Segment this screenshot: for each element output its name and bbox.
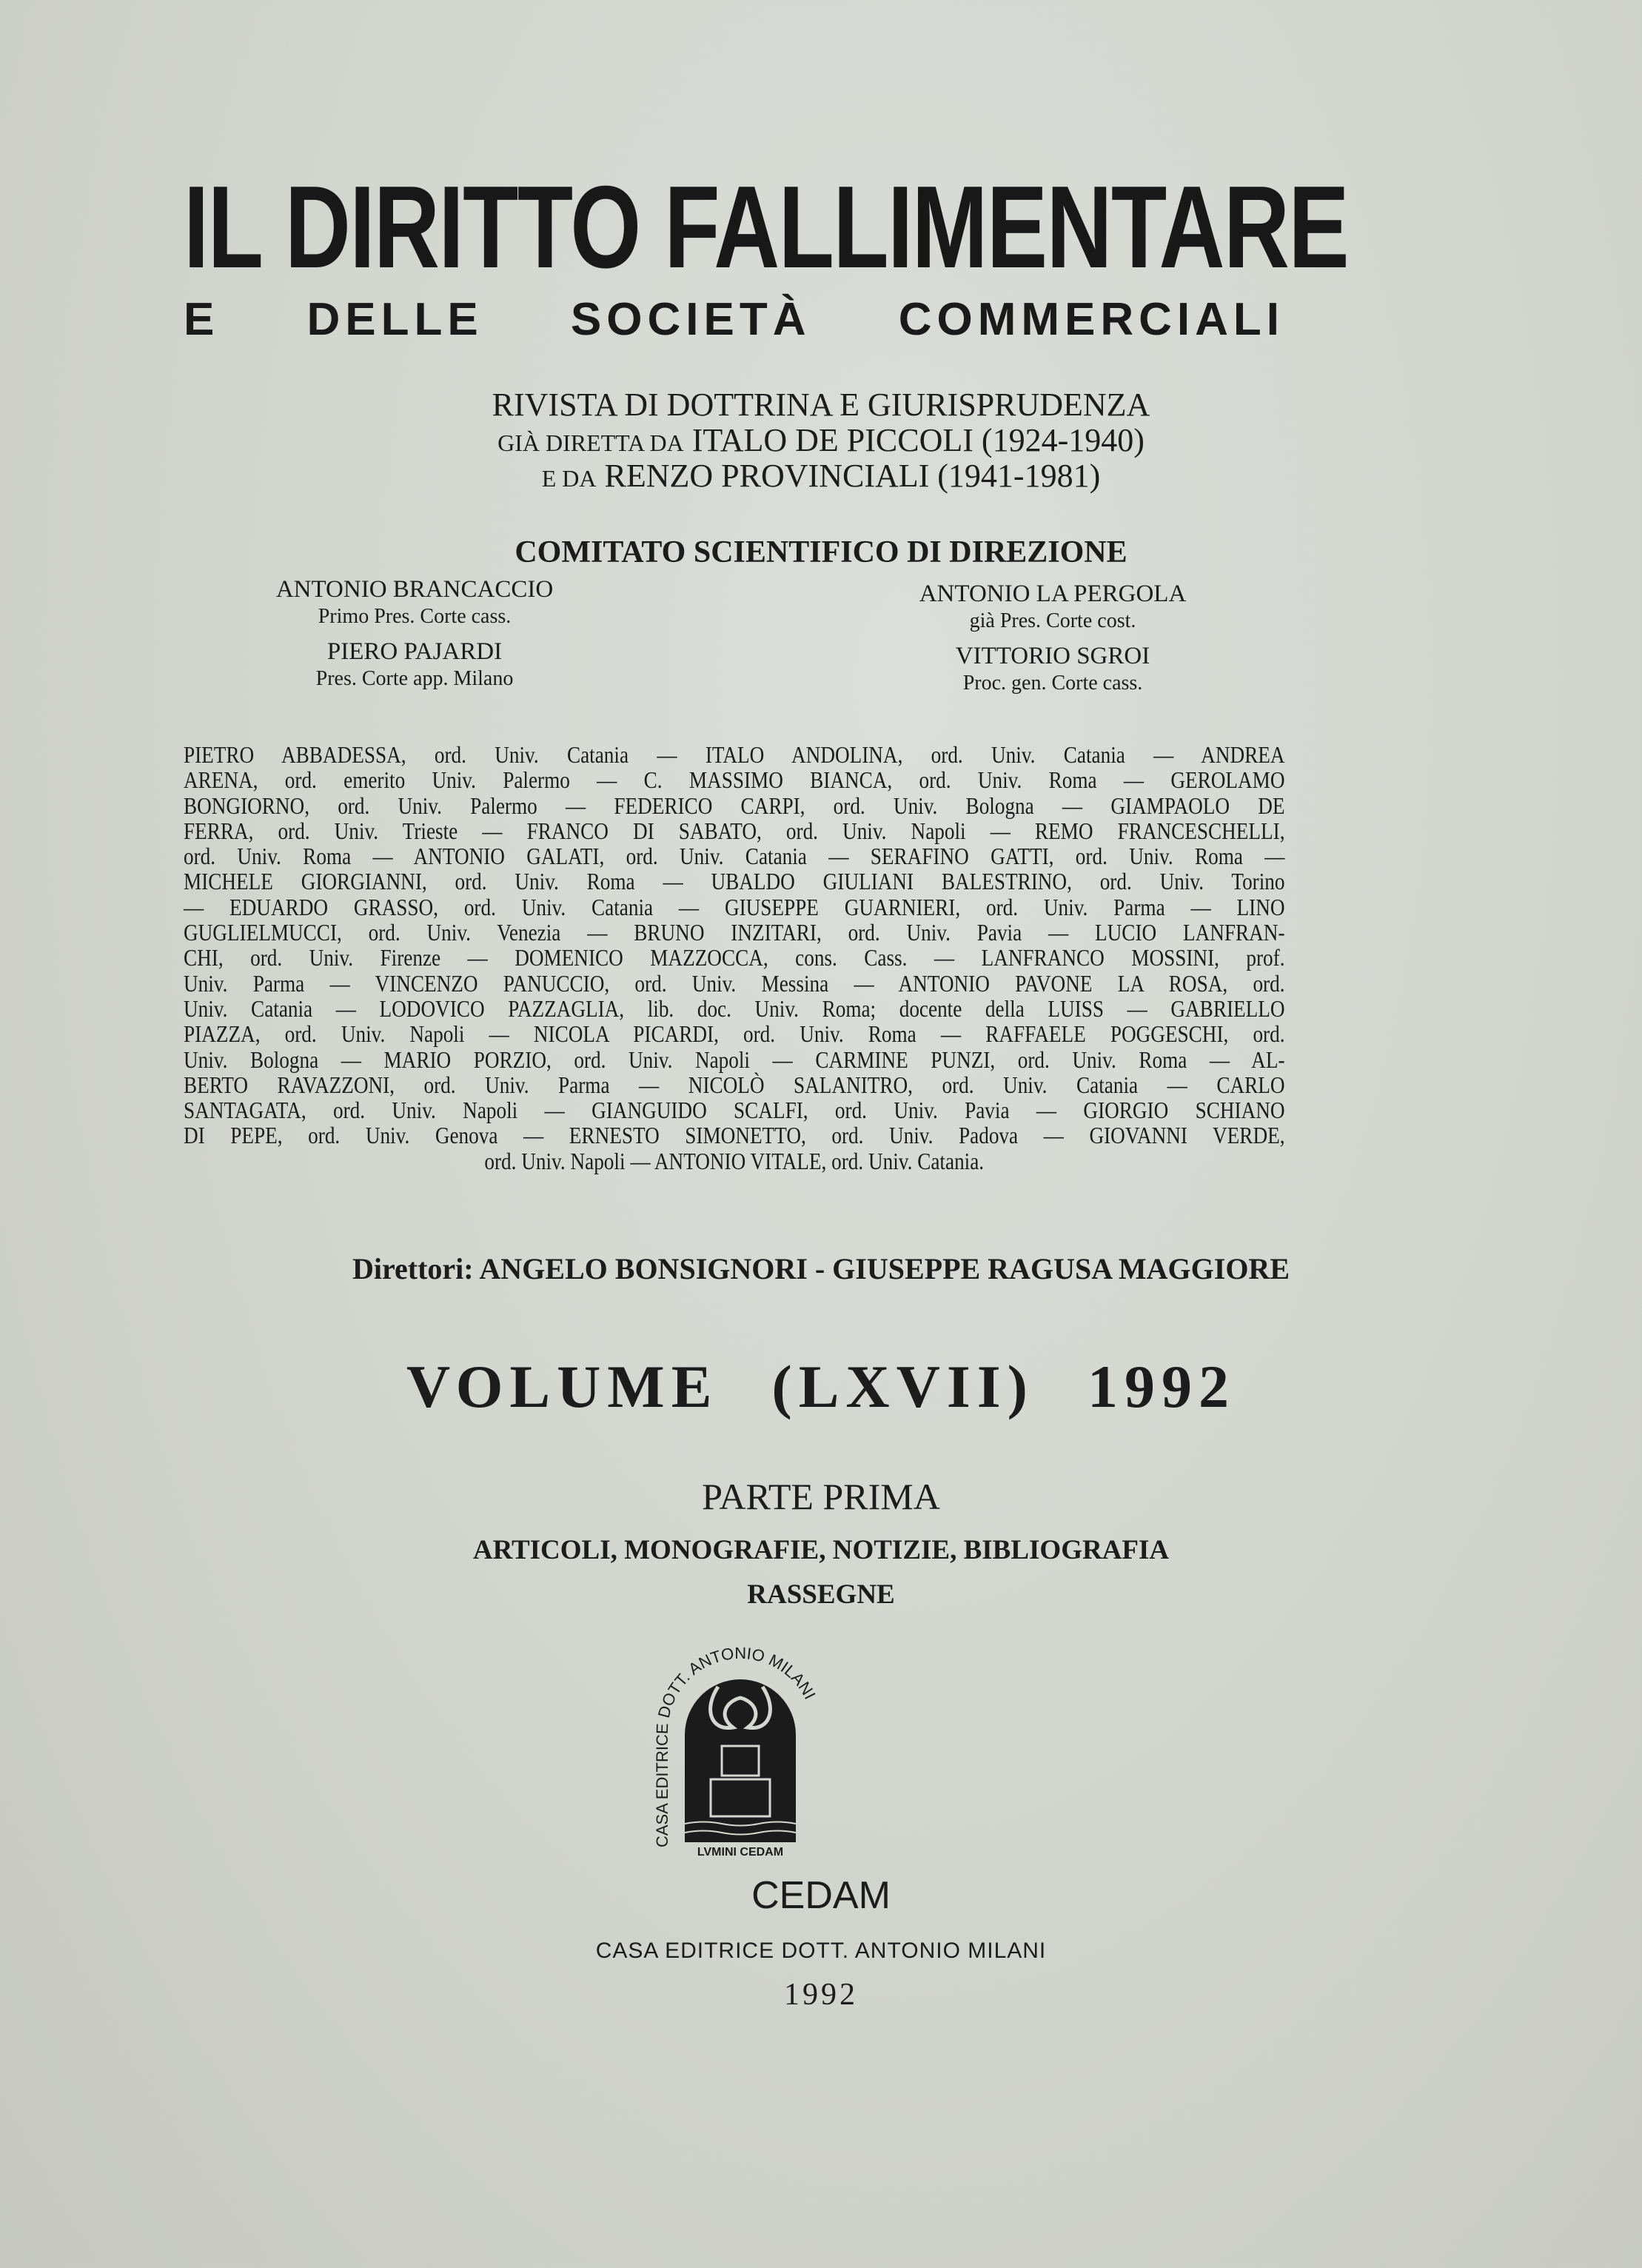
publisher-name: CEDAM [751, 1874, 891, 1917]
contributors-line: Univ. Parma — VINCENZO PANUCCIO, ord. Univ. Messina — ANTONIO PAVONE LA ROSA, ord. [184, 969, 1285, 997]
member-role: Proc. gen. Corte cass. [962, 672, 1143, 695]
publication-year: 1992 [784, 1978, 858, 2012]
former-director-2: E DA RENZO PROVINCIALI (1941-1981) [541, 458, 1101, 494]
journal-subtitle: E DELLE SOCIETÀ COMMERCIALI [184, 294, 1284, 345]
directors: Direttori: ANGELO BONSIGNORI - GIUSEPPE RAGUSA MAGGIORE [352, 1252, 1290, 1285]
member-role: Primo Pres. Corte cass. [318, 605, 512, 628]
contributors-line: ARENA, ord. emerito Univ. Palermo — C. MASSIMO BIANCA, ord. Univ. Roma — GEROLAMO [184, 766, 1285, 794]
committee-heading: COMITATO SCIENTIFICO DI DIREZIONE [515, 535, 1127, 569]
contributors-line: GUGLIELMUCCI, ord. Univ. Venezia — BRUNO INZITARI, ord. Univ. Pavia — LUCIO LANFRAN- [184, 919, 1285, 946]
contributors-line: MICHELE GIORGIANNI, ord. Univ. Roma — UBALDO GIULIANI BALESTRINO, ord. Univ. Torino [184, 868, 1285, 895]
contributors-line: ord. Univ. Napoli — ANTONIO VITALE, ord. Univ. Catania. [484, 1147, 985, 1174]
contributors-paragraph [184, 742, 1284, 1174]
member-role: Pres. Corte app. Milano [315, 667, 514, 690]
contributors-line: — EDUARDO GRASSO, ord. Univ. Catania — GIUSEPPE GUARNIERI, ord. Univ. Parma — LINO [184, 893, 1285, 920]
contributors-line: Univ. Bologna — MARIO PORZIO, ord. Univ. Napoli — CARMINE PUNZI, ord. Univ. Roma — AL- [184, 1046, 1285, 1073]
journal-title: IL DIRITTO FALLIMENTARE [184, 162, 1349, 292]
volume-heading: VOLUME (LXVII) 1992 [406, 1353, 1236, 1420]
contributors-line: PIAZZA, ord. Univ. Napoli — NICOLA PICARDI, ord. Univ. Roma — RAFFAELE POGGESCHI, ord. [184, 1020, 1285, 1048]
contributors-line: ord. Univ. Roma — ANTONIO GALATI, ord. Univ. Catania — SERAFINO GATTI, ord. Univ. Roma — [184, 843, 1285, 870]
cedam-logo-icon [651, 1642, 829, 1872]
contributors-line: BERTO RAVAZZONI, ord. Univ. Parma — NICOLÒ SALANITRO, ord. Univ. Catania — CARLO [184, 1071, 1285, 1098]
member-name: ANTONIO LA PERGOLA [919, 581, 1187, 607]
rivista-line: RIVISTA DI DOTTRINA E GIURISPRUDENZA [492, 387, 1150, 423]
member-name: PIERO PAJARDI [326, 638, 503, 665]
member-name: VITTORIO SGROI [955, 643, 1150, 669]
svg-text:LVMINI CEDAM: LVMINI CEDAM [697, 1846, 784, 1859]
member-role: già Pres. Corte cost. [969, 609, 1136, 632]
svg-text:CASA EDITRICE DOTT. ANTONIO MI: CASA EDITRICE DOTT. ANTONIO MILANI [652, 1644, 820, 1848]
contributors-line: PIETRO ABBADESSA, ord. Univ. Catania — ITALO ANDOLINA, ord. Univ. Catania — ANDREA [184, 741, 1285, 768]
part-heading: PARTE PRIMA [702, 1476, 940, 1517]
publisher-full-name: CASA EDITRICE DOTT. ANTONIO MILANI [595, 1938, 1047, 1963]
contributors-line: CHI, ord. Univ. Firenze — DOMENICO MAZZOCCA, cons. Cass. — LANFRANCO MOSSINI, prof. [184, 944, 1285, 971]
contributors-line: DI PEPE, ord. Univ. Genova — ERNESTO SIMONETTO, ord. Univ. Padova — GIOVANNI VERDE, [184, 1122, 1285, 1149]
contributors-line: SANTAGATA, ord. Univ. Napoli — GIANGUIDO SCALFI, ord. Univ. Pavia — GIORGIO SCHIANO [184, 1097, 1285, 1124]
contributors-line: FERRA, ord. Univ. Trieste — FRANCO DI SABATO, ord. Univ. Napoli — REMO FRANCESCHELLI, [184, 817, 1285, 844]
committee-right-column [794, 579, 1312, 703]
rassegne-line: RASSEGNE [747, 1579, 895, 1610]
member-name: ANTONIO BRANCACCIO [275, 576, 554, 603]
committee-left-column [155, 575, 674, 699]
contributors-line: BONGIORNO, ord. Univ. Palermo — FEDERICO CARPI, ord. Univ. Bologna — GIAMPAOLO DE [184, 792, 1285, 819]
contributors-line: Univ. Catania — LODOVICO PAZZAGLIA, lib. doc. Univ. Roma; docente della LUISS — GABRIELLO [184, 994, 1285, 1022]
sections-line: ARTICOLI, MONOGRAFIE, NOTIZIE, BIBLIOGRAFIA [472, 1535, 1170, 1565]
former-director-1: GIÀ DIRETTA DA ITALO DE PICCOLI (1924-1940) [497, 422, 1145, 458]
